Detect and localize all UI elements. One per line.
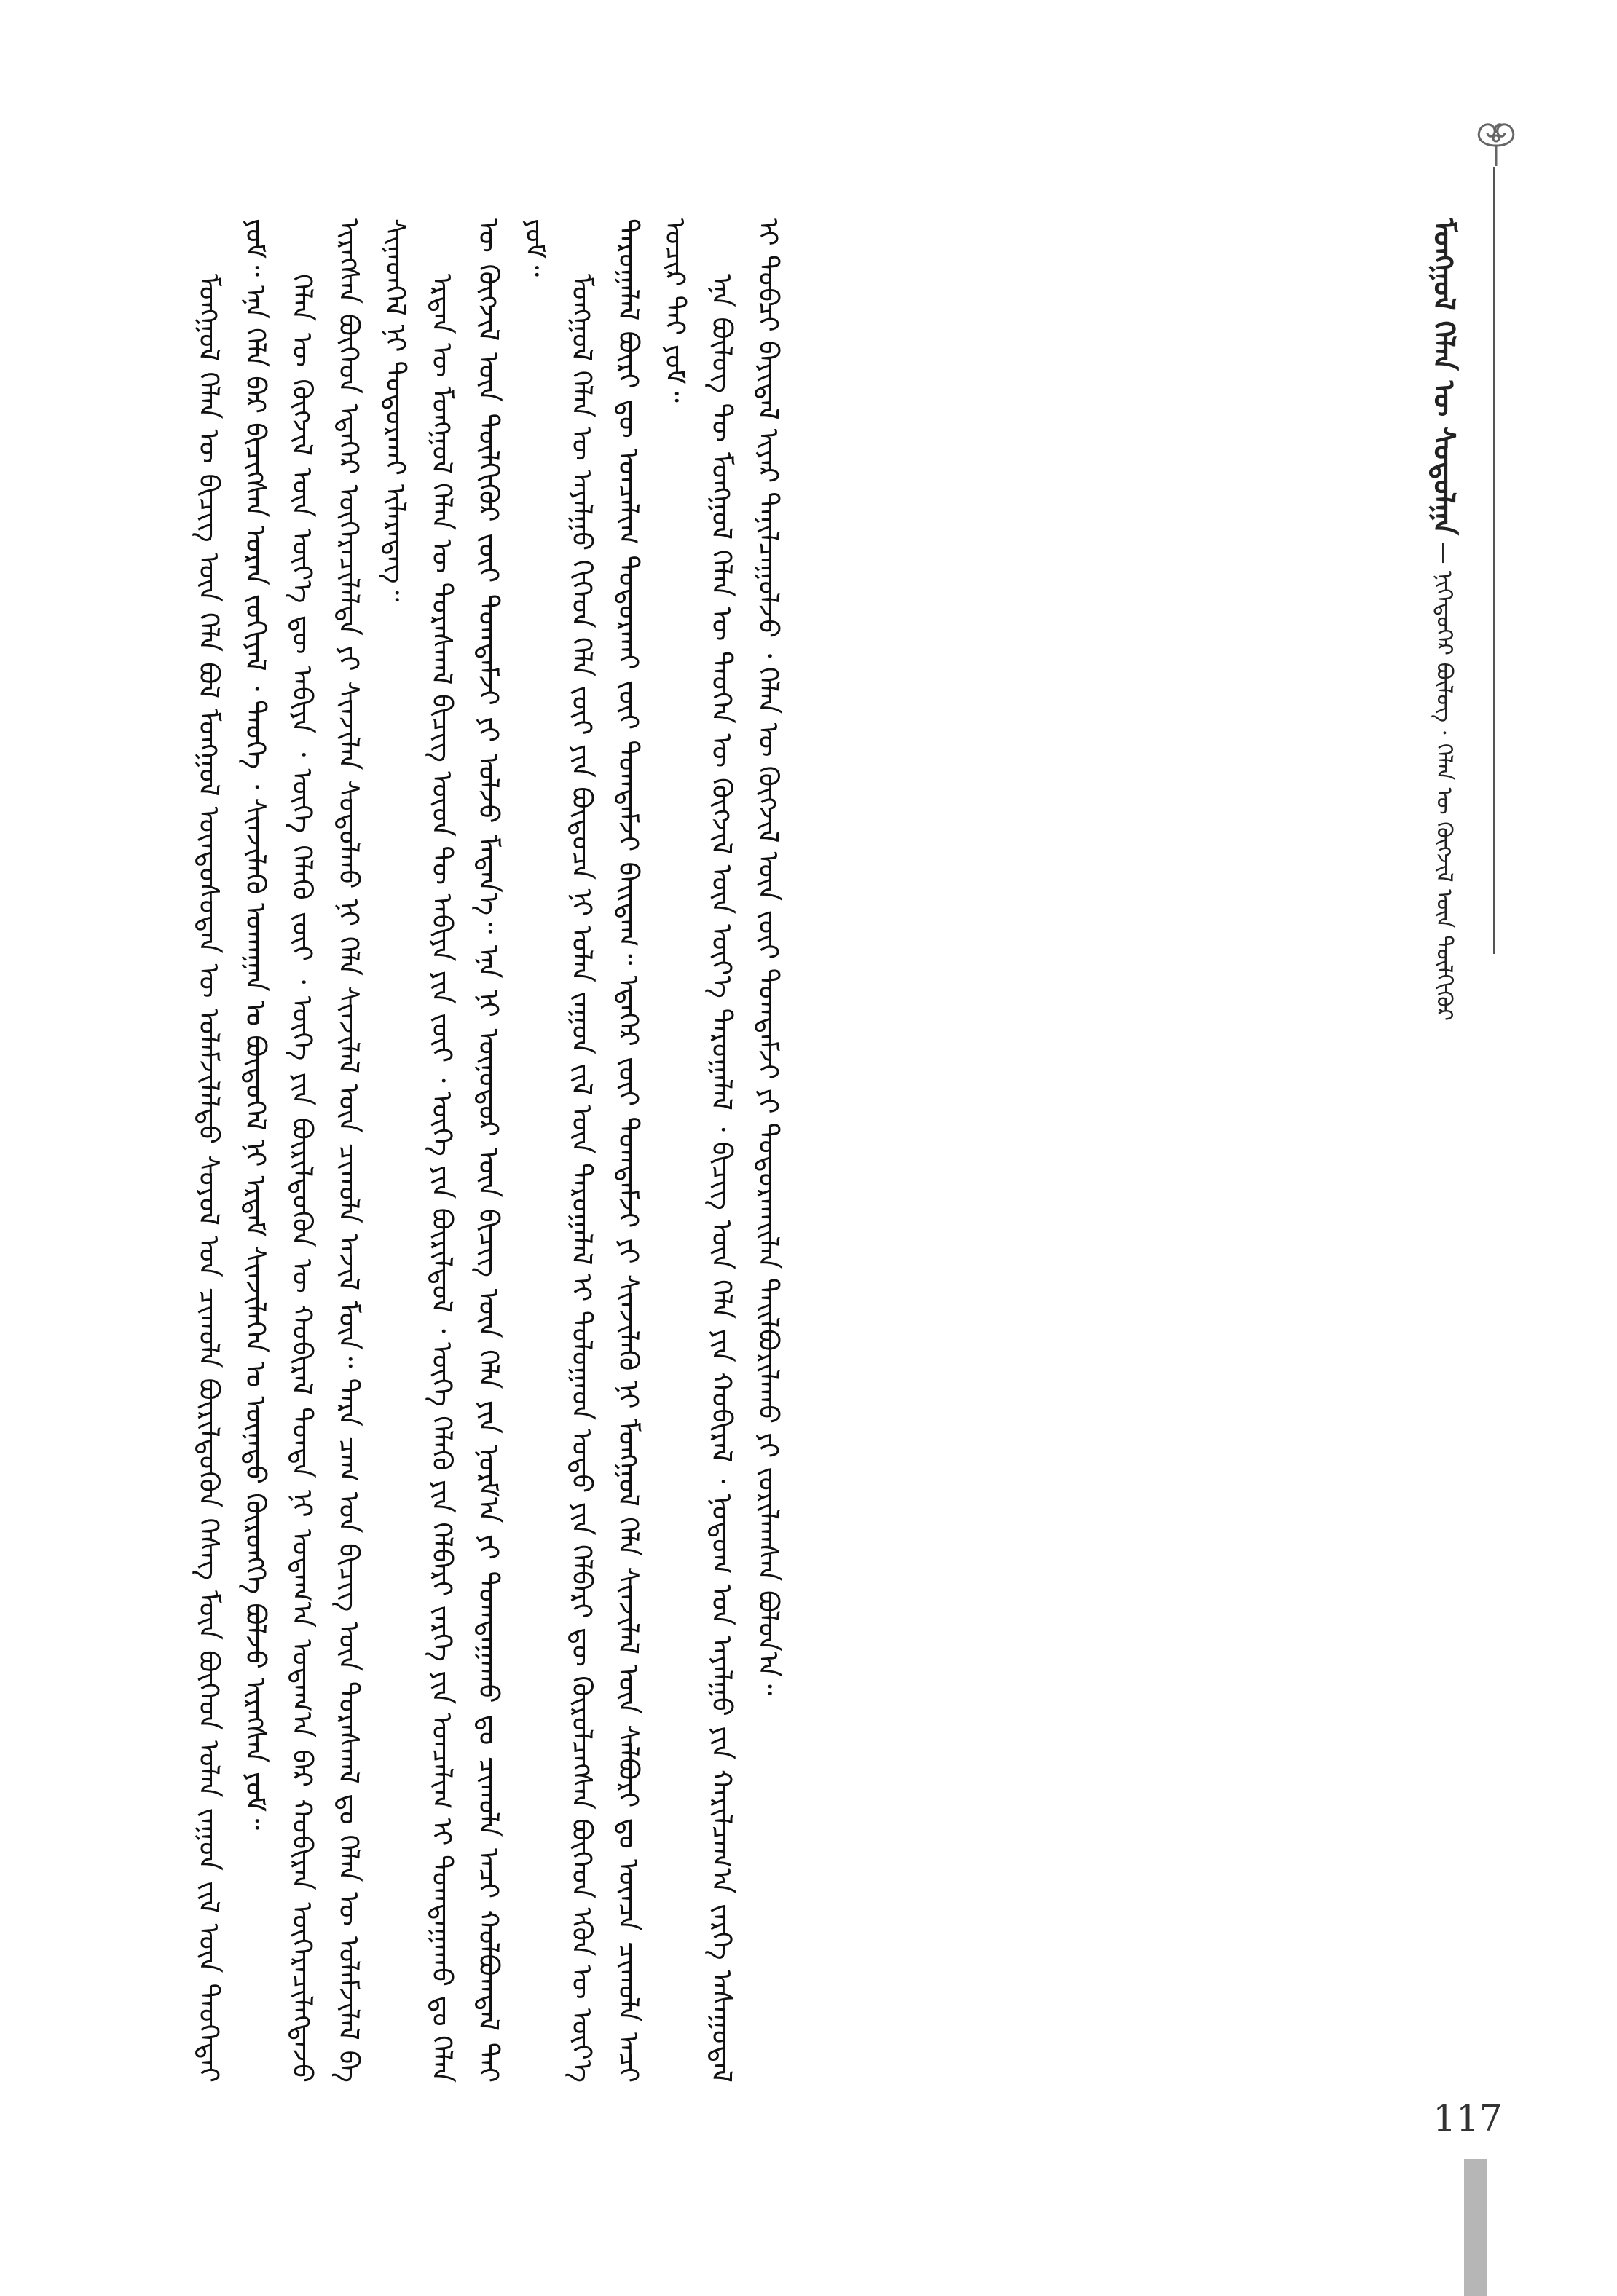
book-title: ᠮᠣᠩᠭᠣᠯ ᠬᠡᠯᠡᠨ ᠦ ᠰᠤᠳᠤᠯᠭᠠ <box>1427 218 1461 535</box>
body-text <box>186 218 1380 2083</box>
page-number: 117 <box>1433 2097 1503 2139</box>
paragraph: ᠬᠡᠯᠡᠨ ᠦ ᠬᠥᠭᠵᠢᠯ ᠦᠨ ᠦᠶ᠎ᠡ ᠳᠦ ᠠᠪᠢᠶᠠ ᠂ ᠦᠭᠡ ᠬᠡᠯᠡᠬᠦ ᠵᠦᠢ ᠂ ᠦᠭᠡ ᠶᠢᠨ ᠪᠦᠷᠢᠯᠳᠦᠬᠦᠨ ᠦ ᠬᠤᠪᠢᠷᠠᠯ ᠳᠤᠨᠳᠠ ᠨᠢ ᠤᠳᠠᠭ᠎ᠠ ᠤᠳᠠᠭ᠎ᠠ ᠪᠠᠷ ᠬᠤᠪᠢᠷᠠᠨ ᠥᠭᠡᠷᠡᠴᠢᠯᠡᠭᠳᠡᠵᠦ ᠢᠷᠡᠭᠰᠡᠨ ᠪᠥᠭᠡᠳ ᠡᠳᠡᠭᠡᠷ ᠥᠭᠡᠷᠡᠴᠢᠯᠡᠯᠲᠡ ᠶᠢ ᠰᠢᠨᠵᠢᠯᠡᠨ ᠰᠤᠳᠤᠯᠬᠤ ᠨᠢ ᠬᠡᠯᠡ ᠰᠢᠨᠵᠢᠯᠡᠯ ᠦᠨ ᠴᠢᠬᠤᠯᠠ ᠠᠵᠢᠯ ᠮᠥᠨ᠃ ᠲᠡᠷᠡ ᠴᠠᠭ ᠤᠨ ᠪᠢᠴᠢᠭ ᠦᠨ ᠳᠤᠷᠠᠰᠬᠠᠯ ᠳᠤ ᠬᠡᠯᠡᠨ ᠦ ᠤᠯᠠᠮᠵᠢᠯᠠᠯ ᠪᠠ ᠰᠢᠨᠡᠳᠬᠡᠯ ᠨᠢ ᠲᠣᠳᠣᠷᠬᠠᠢ ᠢᠯᠡᠷᠡᠳᠡᠭ᠃ <box>286 218 412 2083</box>
paragraph: ᠡᠨᠡ ᠪᠦᠯᠦᠭ ᠲᠦ ᠮᠣᠩᠭᠣᠯ ᠬᠡᠯᠡᠨ ᠦ ᠲᠡᠦᠬᠡᠨ ᠦ ᠬᠥᠭᠵᠢᠯ ᠦᠨ ᠦᠶ᠎ᠡ ᠳᠠᠷᠤᠭᠠᠯᠠᠯ ᠂ ᠪᠢᠴᠢᠭ ᠦᠨ ᠬᠡᠯᠡ ᠶᠢᠨ ᠬᠤᠪᠢᠷᠠᠯ ᠂ ᠨᠤᠲᠤᠭ ᠤᠨ ᠠᠶᠠᠯᠭᠤ ᠶᠢᠨ ᠬᠠᠷᠢᠯᠴᠠᠭ᠎ᠠ ᠵᠡᠷᠭᠡ ᠠᠰᠠᠭᠤᠳᠠᠯ ᠢ ᠲᠣᠪᠴᠢ ᠪᠠᠶᠢᠳᠠᠯ ᠢᠶᠠᠷ ᠲᠠᠨᠢᠯᠴᠠᠭᠤᠯᠵᠤ ᠂ ᠬᠡᠯᠡᠨ ᠦ ᠬᠥᠭᠵᠢᠯ ᠦᠨ ᠵᠦᠢ ᠲᠣᠭᠲᠠᠮᠵᠢ ᠶᠢ ᠲᠣᠳᠣᠷᠬᠠᠢᠯᠠᠨ ᠲᠠᠢᠯᠪᠤᠷᠢᠯᠠᠬᠤ ᠶᠢ ᠵᠣᠷᠢᠯᠠᠭᠰᠠᠨ ᠪᠣᠯᠤᠨ᠎ᠠ᠃ <box>706 218 784 2083</box>
scroll-ornament-icon <box>1461 117 1531 167</box>
paragraph: ᠮᠣᠩᠭᠣᠯ ᠬᠡᠯᠡᠨ ᠦ ᠪᠢᠴᠢᠭ ᠦᠨ ᠬᠡᠯᠡ ᠪᠣᠯ ᠮᠣᠩᠭᠣᠯ ᠦᠨᠳᠦᠰᠦᠲᠡᠨ ᠦ ᠤᠯᠠᠮᠵᠢᠯᠠᠯᠲᠤ ᠰᠣᠶᠣᠯ ᠤᠨ ᠴᠢᠬᠤᠯᠠ ᠪᠦᠷᠢᠯᠳᠦᠬᠦᠨ ᠬᠡᠰᠡᠭ ᠮᠥᠨ ᠪᠥᠭᠡᠳ ᠣᠯᠠᠨ ᠵᠠᠭᠤᠨ ᠵᠢᠯ ᠦᠨ ᠲᠡᠦᠬᠡᠲᠡᠢ ᠶᠤᠮ᠃ ᠡᠨᠡ ᠬᠡᠯᠡ ᠪᠡᠷ ᠪᠢᠴᠢᠭᠰᠡᠨ ᠤᠷᠠᠨ ᠵᠣᠬᠢᠶᠠᠯ ᠂ ᠲᠡᠦᠬᠡ ᠂ ᠰᠢᠨᠵᠢᠯᠡᠬᠦ ᠤᠬᠠᠭᠠᠨ ᠤ ᠪᠦᠲᠦᠭᠡᠯ ᠨᠢ ᠡᠷᠳᠡᠮ ᠰᠢᠨᠵᠢᠯᠡᠬᠡᠨ ᠤ ᠦᠨᠡᠲᠦ ᠬᠥᠷᠥᠩᠭᠡ ᠪᠣᠯᠵᠤ ᠢᠷᠡᠭᠰᠡᠨ ᠶᠤᠮ᠃ <box>193 218 272 2083</box>
paragraph: ᠡᠷᠲᠡᠨ ᠦ ᠮᠣᠩᠭᠣᠯ ᠬᠡᠯᠡᠨ ᠦ ᠳᠤᠷᠠᠰᠬᠠᠯ ᠪᠢᠴᠢᠭ ᠦᠳ ᠲᠦ ᠠᠪᠢᠶᠠ ᠶᠢᠨ ᠵᠦᠢ ᠂ ᠦᠭᠡ ᠶᠢᠨ ᠪᠦᠷᠢᠯᠳᠦᠯ ᠂ ᠦᠭᠡ ᠬᠡᠯᠡᠬᠦ ᠶᠢᠨ ᠬᠡᠯᠪᠡᠷᠢ ᠵᠡᠷᠭᠡ ᠶᠢᠨ ᠣᠨᠴᠠᠯᠢᠭ ᠢ ᠲᠣᠭᠲᠠᠭᠠᠬᠤ ᠳᠤ ᠬᠡᠯᠡᠨ ᠦ ᠬᠥᠭᠵᠢᠯ ᠦᠨ ᠲᠦᠯᠬᠢᠭᠦᠷ ᠵᠦᠢ ᠲᠣᠭᠲᠠᠮᠵᠢ ᠶᠢ ᠣᠯᠵᠤ ᠮᠡᠳᠡᠨ᠎ᠡ᠃ ᠡᠨᠡ ᠨᠢ ᠥᠨᠥᠳᠥᠷ ᠦᠨ ᠪᠢᠴᠢᠭ ᠦᠨ ᠬᠡᠯᠡ ᠶᠢᠨ ᠨᠣᠷᠮ᠎ᠠ ᠶᠢ ᠲᠣᠭᠲᠠᠭᠠᠬᠤ ᠳᠤ ᠴᠢᠬᠤᠯᠠ ᠠᠴᠢ ᠬᠣᠯᠪᠣᠭᠳᠠᠯ ᠲᠠᠢ ᠶᠤᠮ᠃ <box>426 218 551 2083</box>
running-header <box>1427 218 1493 1021</box>
paragraph: ᠮᠣᠩᠭᠣᠯ ᠬᠡᠯᠡᠨ ᠦ ᠠᠶᠠᠯᠭᠤ ᠬᠢᠭᠡᠳ ᠬᠡᠯᠡ ᠵᠦᠢ ᠶᠢᠨ ᠪᠦᠲᠦᠴᠡ ᠨᠢ ᠣᠯᠠᠨ ᠵᠠᠭᠤᠨ ᠵᠢᠯ ᠦᠨ ᠳᠠᠷᠤᠭᠠᠯᠠᠯ ᠢ ᠲᠤᠯᠤᠭᠠᠳ ᠣᠳᠣ ᠶᠢᠨ ᠬᠡᠯᠪᠡᠷᠢ ᠳᠦ ᠬᠦᠷᠦᠯᠴᠡᠭᠰᠡᠨ ᠪᠥᠭᠡᠳ ᠡᠭᠦᠨ ᠦ ᠦᠶ᠎ᠡ ᠳᠠᠷᠤᠭᠠᠯᠠᠯ ᠪᠦᠷᠢ ᠳᠦ ᠤᠨᠴᠠᠯᠢᠭ ᠲᠣᠳᠣᠷᠬᠠᠢ ᠵᠦᠢ ᠲᠣᠭᠲᠠᠮᠵᠢ ᠪᠠᠢᠳᠠᠭ᠃ ᠡᠳᠡᠭᠡᠷ ᠵᠦᠢ ᠲᠣᠭᠲᠠᠮᠵᠢ ᠶᠢ ᠰᠢᠨᠵᠢᠯᠡᠬᠦ ᠨᠢ ᠮᠣᠩᠭᠣᠯ ᠬᠡᠯᠡ ᠰᠢᠨᠵᠢᠯᠡᠯ ᠦᠨ ᠰᠠᠯᠪᠤᠷᠢ ᠳᠤ ᠥᠨᠴᠡ ᠴᠢᠬᠤᠯᠠ ᠠᠴᠢ ᠤᠴᠢᠷ ᠲᠠᠢ ᠶᠤᠮ᠃ <box>566 218 691 2083</box>
chapter-title: ᠨᠢᠭᠡᠳᠦᠭᠡᠷ ᠪᠦᠯᠦᠭ · ᠬᠡᠯᠡᠨ ᠦ ᠬᠥᠭᠵᠢᠯ ᠦᠨ ᠲᠦᠯᠬᠢᠭᠦᠷ <box>1431 570 1457 1021</box>
header-separator: — <box>1431 542 1457 571</box>
header-rule <box>1493 167 1495 954</box>
thumb-index-tab <box>1464 2159 1487 2296</box>
